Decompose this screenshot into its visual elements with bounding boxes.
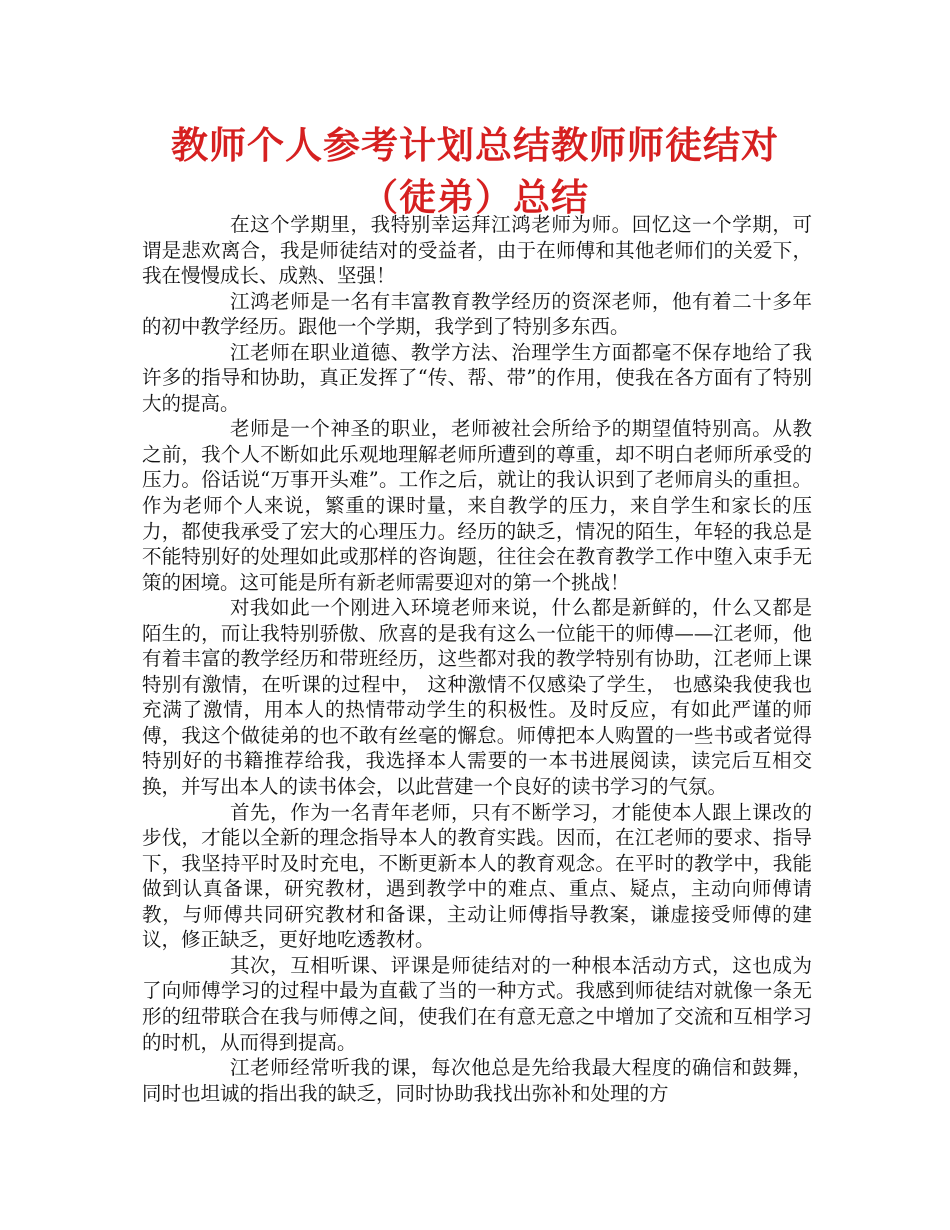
body-paragraph: 首先，作为一名青年老师，只有不断学习，才能使本人跟上课改的步伐，才能以全新的理念指导本人的教育实践。因而，在江老师的要求、指导下，我坚持平时及时充电，不断更新本人的教育观念。在平时的教学中，我能做到认真备课，研究教材，遇到教学中的难点、重点、疑点，主动向师傅请教，与师傅共同研究教材和备课，主动让师傅指导教案，谦虚接受师傅的建议，修正缺乏，更好地吃透教材。 bbox=[142, 800, 812, 952]
body-paragraph: 老师是一个神圣的职业，老师被社会所给予的期望值特别高。从教之前，我个人不断如此乐观地理解老师所遭到的尊重，却不明白老师所承受的压力。俗话说“万事开头难”。工作之后，就让的我认识到了老师肩头的重担。作为老师个人来说，繁重的课时量，来自教学的压力，来自学生和家长的压力，都使我承受了宏大的心理压力。经历的缺乏，情况的陌生，年轻的我总是不能特别好的处理如此或那样的咨询题，往往会在教育教学工作中堕入束手无策的困境。这可能是所有新老师需要迎对的第一个挑战！ bbox=[142, 417, 812, 594]
document-title: 教师个人参考计划总结教师师徒结对（徒弟）总结 bbox=[171, 124, 779, 219]
body-paragraph: 其次，互相听课、评课是师徒结对的一种根本活动方式，这也成为了向师傅学习的过程中最为直截了当的一种方式。我感到师徒结对就像一条无形的纽带联合在我与师傅之间，使我们在有意无意之中增加了交流和互相学习的时机，从而得到提高。 bbox=[142, 953, 812, 1054]
body-paragraph: 在这个学期里，我特别幸运拜江鸿老师为师。回忆这一个学期，可谓是悲欢离合，我是师徒结对的受益者，由于在师傅和其他老师们的关爱下，我在慢慢成长、成熟、坚强！ bbox=[142, 213, 812, 288]
body-paragraph: 江老师经常听我的课，每次他总是先给我最大程度的确信和鼓舞，同时也坦诚的指出我的缺乏，同时协助我找出弥补和处理的方 bbox=[142, 1056, 812, 1105]
body-paragraph: 江老师在职业道德、教学方法、治理学生方面都毫不保存地给了我许多的指导和协助，真正发挥了“传、帮、带”的作用，使我在各方面有了特别大的提高。 bbox=[142, 340, 812, 415]
body-paragraph: 江鸿老师是一名有丰富教育教学经历的资深老师，他有着二十多年的初中教学经历。跟他一个学期，我学到了特别多东西。 bbox=[142, 289, 812, 339]
document-body bbox=[142, 212, 812, 1106]
body-paragraph: 对我如此一个刚进入环境老师来说，什么都是新鲜的，什么又都是陌生的，而让我特别骄傲、欣喜的是我有这么一位能干的师傅——江老师，他有着丰富的教学经历和带班经历，这些都对我的教学特别有协助，江老师上课特别有激情，在听课的过程中， 这种激情不仅感染了学生， 也感染我使我也充满了激情，用本人的热情带动学生的积极性。及时反应，有如此严谨的师傅，我这个做徒弟的也不敢有丝毫的懈怠。师傅把本人购置的一些书或者觉得特别好的书籍推荐给我，我选择本人需要的一本书进展阅读，读完后互相交换，并写出本人的读书体会，以此营建一个良好的读书学习的气氛。 bbox=[142, 596, 812, 799]
